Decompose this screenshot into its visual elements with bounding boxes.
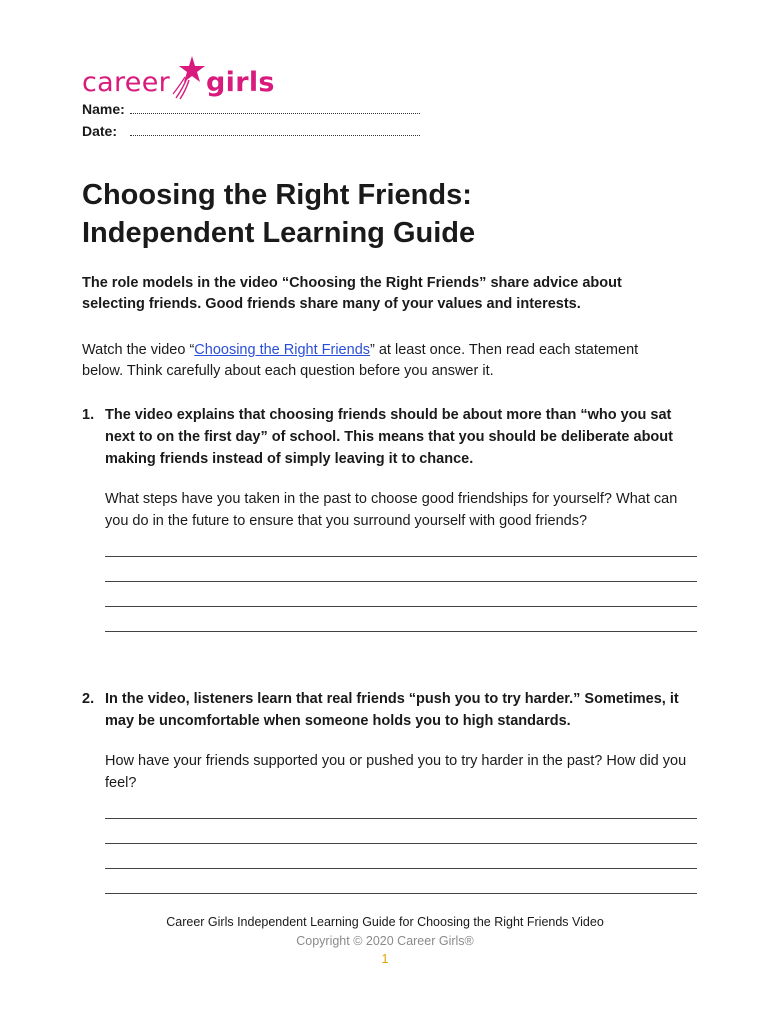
answer-line[interactable] [105,819,697,844]
answer-line[interactable] [105,869,697,894]
answer-line[interactable] [105,607,697,632]
question-1 [82,404,697,632]
page-title [82,176,475,252]
name-label: Name: [82,101,125,117]
watch-text-after: ” at least once. Then read each statement below. Think carefully about each question before you answer it. [82,342,639,379]
footer-title: Career Girls Independent Learning Guide for Choosing the Right Friends Video [166,915,604,929]
answer-line[interactable] [105,532,697,557]
logo-word-girls: girls [206,67,275,98]
title-line-2: Independent Learning Guide [82,217,476,249]
answer-line[interactable] [105,557,697,582]
intro-paragraph: The role models in the video “Choosing the Right Friends” share advice about selecting friends. Good friends share many of your values and interests. [82,275,622,312]
page-number: 1 [381,952,389,966]
question-text: What steps have you taken in the past to choose good friendships for yourself? What can you do in the future to ensure that you surround yourself with good friends? [105,491,678,529]
question-prompt: The video explains that choosing friends should be about more than “who you sat next to on the first day” of school. This means that you should be deliberate about making friends instead of simply leaving it to chance. [105,407,673,467]
video-link[interactable]: Choosing the Right Friends [194,342,371,358]
watch-instructions [82,340,682,382]
date-line[interactable] [130,123,420,136]
name-field[interactable] [82,101,420,117]
question-2 [82,688,697,894]
title-line-1: Choosing the Right Friends: [82,179,472,211]
career-girls-logo [82,52,275,100]
star-icon [171,54,205,100]
date-field[interactable] [82,123,420,139]
date-label: Date: [82,123,118,139]
question-number: 1. [82,407,95,423]
name-line[interactable] [130,101,420,114]
watch-text-before: Watch the video “ [82,342,195,358]
logo-word-career: career [82,67,171,98]
footer-copyright: Copyright © 2020 Career Girls® [296,934,474,948]
answer-line[interactable] [105,582,697,607]
answer-line[interactable] [105,794,697,819]
question-number: 2. [82,691,95,707]
question-text: How have your friends supported you or pushed you to try harder in the past? How did you feel? [105,753,687,791]
answer-line[interactable] [105,844,697,869]
question-prompt: In the video, listeners learn that real friends “push you to try harder.” Sometimes, it may be uncomfortable when someone holds you to high standards. [105,691,679,729]
